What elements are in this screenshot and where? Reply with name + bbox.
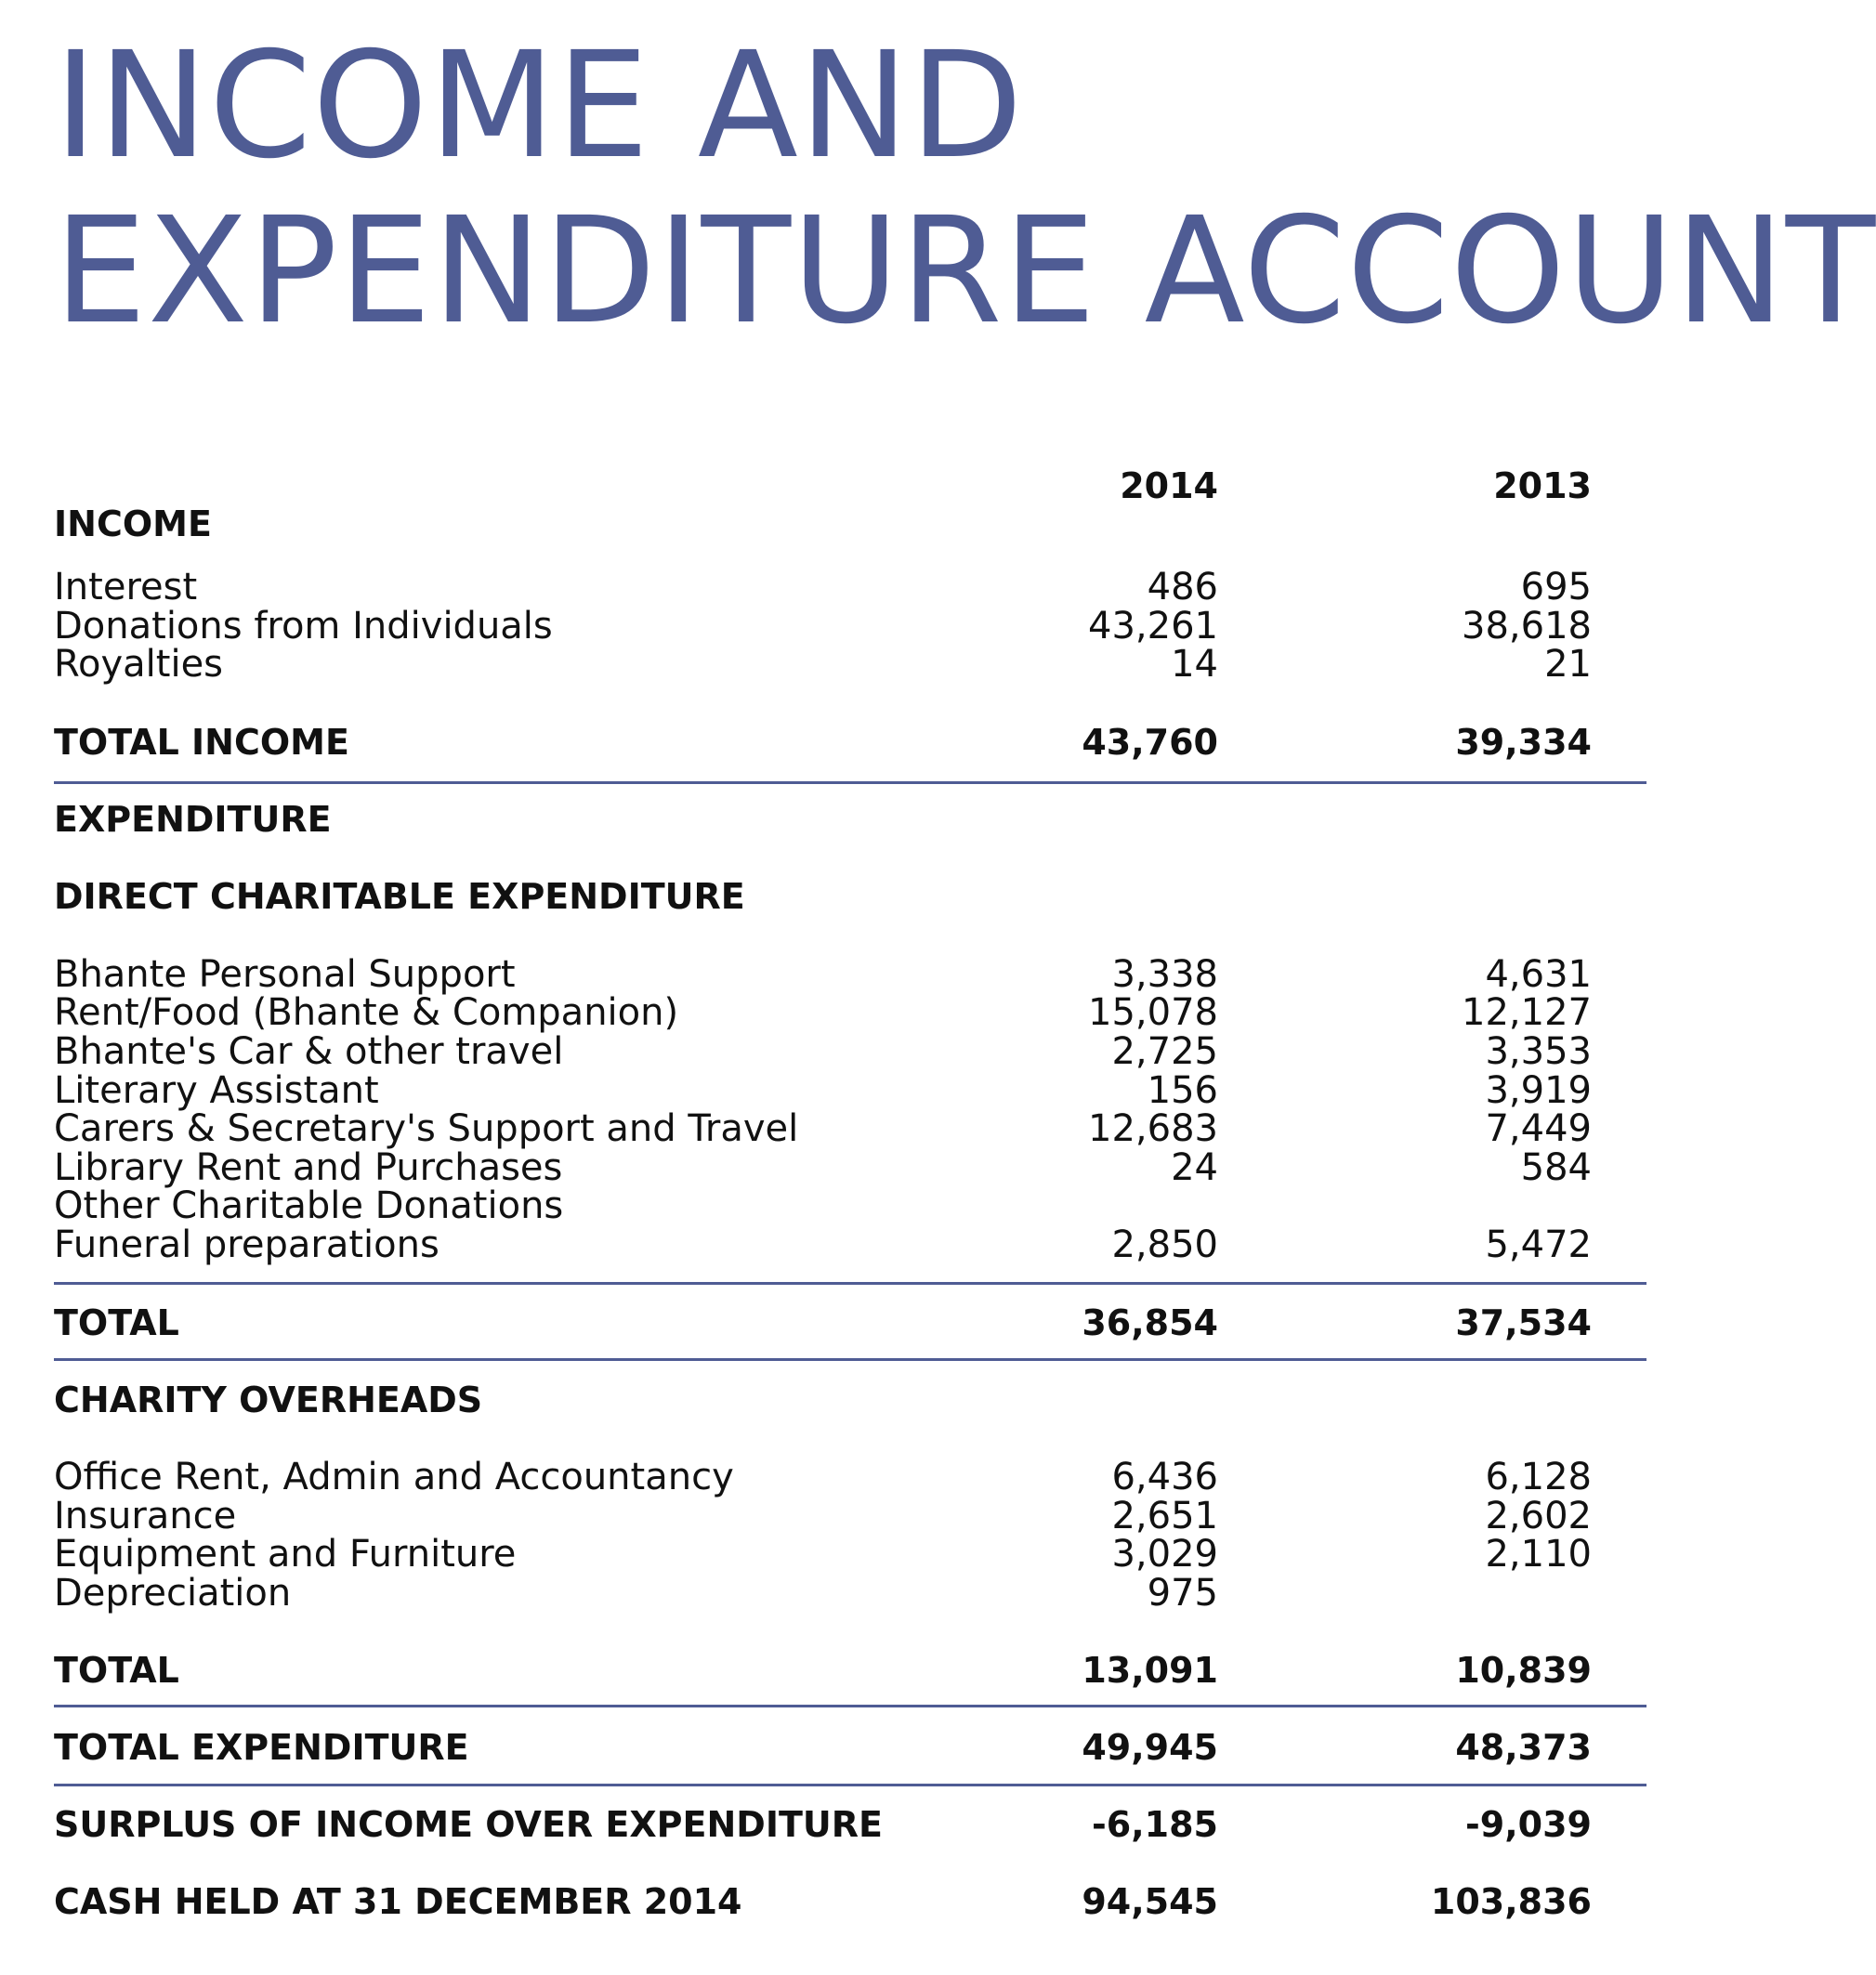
section-heading: DIRECT CHARITABLE EXPENDITURE bbox=[54, 876, 745, 917]
row-label: Royalties bbox=[54, 643, 224, 686]
value-2014: 36,854 bbox=[1082, 1302, 1218, 1343]
value-2014: 2,725 bbox=[1111, 1030, 1218, 1073]
table-row bbox=[54, 1225, 1593, 1264]
row-label: Office Rent, Admin and Accountancy bbox=[54, 1456, 734, 1498]
page-title bbox=[54, 20, 1876, 357]
value-2014: 43,760 bbox=[1082, 722, 1218, 763]
value-2014: 3,338 bbox=[1111, 953, 1218, 996]
total-expenditure-row bbox=[54, 1728, 1593, 1767]
value-2014: 12,683 bbox=[1088, 1107, 1218, 1150]
table-row bbox=[54, 568, 1593, 607]
year-header-2014: 2014 bbox=[1120, 465, 1218, 506]
value-2014: 14 bbox=[1171, 643, 1218, 686]
value-2013: 2,602 bbox=[1485, 1495, 1592, 1537]
table-row bbox=[54, 607, 1593, 646]
row-label: Donations from Individuals bbox=[54, 605, 553, 647]
table-row bbox=[54, 1458, 1593, 1497]
row-label: TOTAL bbox=[54, 1302, 179, 1343]
value-2013: 6,128 bbox=[1485, 1456, 1592, 1498]
row-label: Equipment and Furniture bbox=[54, 1533, 517, 1576]
table-row bbox=[54, 1186, 1593, 1225]
row-label: Funeral preparations bbox=[54, 1223, 439, 1266]
value-2013: 2,110 bbox=[1485, 1533, 1592, 1576]
value-2014: 3,029 bbox=[1111, 1533, 1218, 1576]
table-row bbox=[54, 993, 1593, 1032]
value-2014: 13,091 bbox=[1082, 1650, 1218, 1691]
value-2013: 48,373 bbox=[1455, 1727, 1592, 1768]
row-label: Interest bbox=[54, 566, 198, 608]
value-2013: 5,472 bbox=[1485, 1223, 1592, 1266]
divider bbox=[54, 1784, 1646, 1786]
value-2014: 43,261 bbox=[1088, 605, 1218, 647]
value-2013: 4,631 bbox=[1485, 953, 1592, 996]
year-header-2013: 2013 bbox=[1493, 465, 1592, 506]
row-label: TOTAL EXPENDITURE bbox=[54, 1727, 469, 1768]
value-2013: 3,919 bbox=[1485, 1069, 1592, 1112]
value-2014: 975 bbox=[1147, 1572, 1218, 1615]
table-row bbox=[54, 645, 1593, 684]
page-title-line-2: EXPENDITURE ACCOUNT bbox=[54, 186, 1876, 357]
row-label: SURPLUS OF INCOME OVER EXPENDITURE bbox=[54, 1804, 883, 1845]
value-2013: -9,039 bbox=[1465, 1804, 1592, 1845]
table-row bbox=[54, 1574, 1593, 1613]
value-2014: 486 bbox=[1147, 566, 1218, 608]
row-label: Literary Assistant bbox=[54, 1069, 379, 1112]
row-label: Bhante's Car & other travel bbox=[54, 1030, 564, 1073]
cash-held-row bbox=[54, 1882, 1593, 1921]
value-2013: 12,127 bbox=[1462, 991, 1592, 1034]
value-2014: 2,850 bbox=[1111, 1223, 1218, 1266]
value-2014: 94,545 bbox=[1082, 1881, 1218, 1922]
surplus-row bbox=[54, 1805, 1593, 1844]
divider bbox=[54, 781, 1646, 784]
expenditure-heading bbox=[54, 800, 1593, 839]
value-2013: 695 bbox=[1520, 566, 1592, 608]
value-2013: 103,836 bbox=[1430, 1881, 1592, 1922]
section-heading: CHARITY OVERHEADS bbox=[54, 1380, 483, 1420]
value-2013: 38,618 bbox=[1462, 605, 1592, 647]
table-row bbox=[54, 1109, 1593, 1148]
total-income-row bbox=[54, 723, 1593, 762]
row-label: Bhante Personal Support bbox=[54, 953, 516, 996]
row-label: Carers & Secretary's Support and Travel bbox=[54, 1107, 799, 1150]
row-label: Rent/Food (Bhante & Companion) bbox=[54, 991, 679, 1034]
table-row bbox=[54, 1535, 1593, 1574]
value-2013: 21 bbox=[1544, 643, 1592, 686]
table-row bbox=[54, 1071, 1593, 1110]
value-2014: -6,185 bbox=[1092, 1804, 1218, 1845]
section-heading: EXPENDITURE bbox=[54, 799, 332, 840]
value-2014: 2,651 bbox=[1111, 1495, 1218, 1537]
table-row bbox=[54, 1032, 1593, 1071]
row-label: Depreciation bbox=[54, 1572, 292, 1615]
table-row bbox=[54, 1148, 1593, 1187]
row-label: TOTAL bbox=[54, 1650, 179, 1691]
value-2014: 156 bbox=[1147, 1069, 1218, 1112]
value-2014: 15,078 bbox=[1088, 991, 1218, 1034]
section-heading: INCOME bbox=[54, 504, 212, 544]
direct-expenditure-heading bbox=[54, 877, 1593, 916]
row-label: CASH HELD AT 31 DECEMBER 2014 bbox=[54, 1881, 742, 1922]
value-2013: 3,353 bbox=[1485, 1030, 1592, 1073]
income-heading bbox=[54, 504, 1593, 543]
row-label: Library Rent and Purchases bbox=[54, 1146, 563, 1189]
value-2014: 49,945 bbox=[1082, 1727, 1218, 1768]
row-label: TOTAL INCOME bbox=[54, 722, 349, 763]
overheads-total-row bbox=[54, 1651, 1593, 1690]
divider bbox=[54, 1705, 1646, 1707]
row-label: Other Charitable Donations bbox=[54, 1184, 564, 1227]
value-2014: 24 bbox=[1171, 1146, 1218, 1189]
value-2013: 584 bbox=[1520, 1146, 1592, 1189]
value-2013: 10,839 bbox=[1455, 1650, 1592, 1691]
page-title-line-1: INCOME AND bbox=[54, 20, 1024, 191]
row-label: Insurance bbox=[54, 1495, 237, 1537]
value-2014: 6,436 bbox=[1111, 1456, 1218, 1498]
divider bbox=[54, 1282, 1646, 1285]
table-row bbox=[54, 1497, 1593, 1536]
value-2013: 39,334 bbox=[1455, 722, 1592, 763]
direct-total-row bbox=[54, 1303, 1593, 1342]
overheads-heading bbox=[54, 1380, 1593, 1419]
value-2013: 37,534 bbox=[1455, 1302, 1592, 1343]
divider bbox=[54, 1358, 1646, 1361]
value-2013: 7,449 bbox=[1485, 1107, 1592, 1150]
table-row bbox=[54, 955, 1593, 994]
